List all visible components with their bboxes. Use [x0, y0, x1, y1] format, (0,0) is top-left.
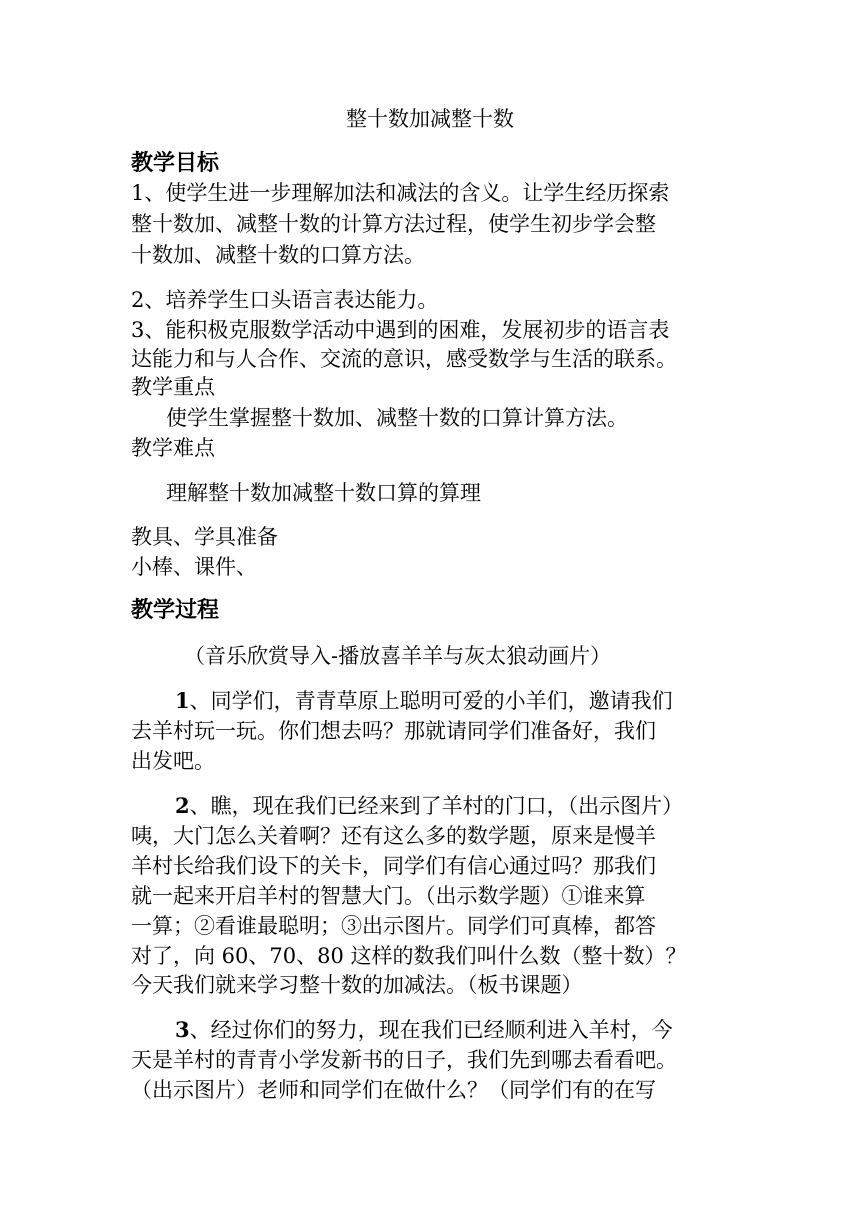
step3-line-1-text: 、经过你们的努力，现在我们已经顺利进入羊村，今 — [189, 1018, 673, 1042]
step2-number: 2 — [175, 793, 190, 818]
difficulty-label: 教学难点 — [131, 436, 215, 460]
step1-line-1 — [175, 686, 673, 716]
materials-text: 小棒、课件、 — [131, 555, 257, 579]
difficulty-text: 理解整十数加减整十数口算的算理 — [166, 481, 481, 505]
objectives-heading: 教学目标 — [131, 151, 220, 176]
step1-line-2: 去羊村玩一玩。你们想去吗？那就请同学们准备好，我们 — [131, 719, 656, 743]
objective-line-3: 十数加、减整十数的口算方法。 — [131, 243, 425, 267]
objective-line-5: 3、能积极克服数学活动中遇到的困难，发展初步的语言表 — [131, 318, 670, 342]
step1-number: 1 — [175, 688, 190, 713]
step2-line-5: 一算；②看谁最聪明；③出示图片。同学们可真棒，都答 — [131, 914, 656, 938]
objective-line-1: 1、使学生进一步理解加法和减法的含义。让学生经历探索 — [131, 181, 670, 205]
step2-line-1 — [175, 791, 683, 821]
objective-line-6: 达能力和与人合作、交流的意识，感受数学与生活的联系。 — [131, 347, 677, 371]
materials-label: 教具、学具准备 — [131, 525, 278, 549]
key-points-label: 教学重点 — [131, 375, 215, 399]
step1-line-1-text: 、同学们，青青草原上聪明可爱的小羊们，邀请我们 — [189, 689, 673, 713]
step3-number: 3 — [175, 1017, 190, 1042]
step2-line-4: 就一起来开启羊村的智慧大门。（出示数学题）①谁来算 — [131, 884, 646, 908]
step3-line-2: 天是羊村的青青小学发新书的日子，我们先到哪去看看吧。 — [131, 1048, 677, 1072]
step2-line-3: 羊村长给我们设下的关卡，同学们有信心通过吗？那我们 — [131, 854, 656, 878]
page-title: 整十数加减整十数 — [346, 107, 514, 131]
objective-line-4: 2、培养学生口头语言表达能力。 — [131, 288, 439, 312]
step3-line-1 — [175, 1015, 673, 1045]
step1-line-3: 出发吧。 — [131, 749, 215, 773]
step2-line-2: 咦，大门怎么关着啊？还有这么多的数学题，原来是慢羊 — [131, 824, 656, 848]
key-points-text: 使学生掌握整十数加、减整十数的口算计算方法。 — [166, 406, 628, 430]
step2-line-1-text: 、瞧，现在我们已经来到了羊村的门口，（出示图片） — [189, 794, 684, 818]
intro-text: （音乐欣赏导入-播放喜羊羊与灰太狼动画片） — [184, 644, 612, 668]
step2-line-6: 对了，向 60、70、80 这样的数我们叫什么数（整十数）？ — [131, 944, 687, 968]
process-heading: 教学过程 — [131, 598, 220, 623]
step2-line-7: 今天我们就来学习整十数的加减法。（板书课题） — [131, 973, 583, 997]
step3-line-3: （出示图片）老师和同学们在做什么？（同学们有的在写 — [131, 1078, 656, 1102]
objective-line-2: 整十数加、减整十数的计算方法过程，使学生初步学会整 — [131, 212, 656, 236]
